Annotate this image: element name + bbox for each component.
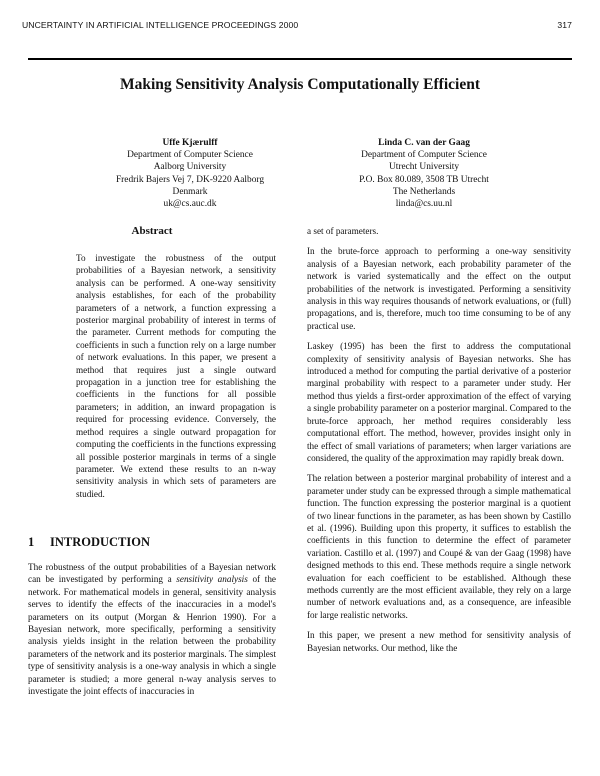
page-number: 317 — [557, 20, 572, 30]
author-block-2 — [304, 137, 544, 210]
abstract-heading: Abstract — [131, 225, 173, 237]
abstract-text: To investigate the robustness of the output probabilities of a Bayesian network, a sensitivity analysis can be performed. A one-way sensitivity analysis establishes, for each of the probability parameters of a network, a function expressing a posterior marginal probability of interest in terms of the parameter. Current methods for computing the coefficients in such a function rely on a large number of network evaluations. In this paper, we present a method that requires just a single outward propagation in a junction tree for establishing the coefficients in the functions for all possible parameters; in addition, an inward propagation is required for processing evidence. Conversely, the method requires a single outward propagation for computing the coefficients in the functions expressing all possible posterior marginals in terms of a single parameter. We extend these results to an n-way sensitivity analysis in which sets of parameters are studied. — [76, 253, 276, 499]
author-country: Denmark — [172, 186, 208, 197]
paragraph-relation: The relation between a posterior marginal probability of interest and a parameter under study can be expressed through a simple mathematical function. The function expressing the posterior marginal is a quotient of two linear functions in the parameter, as has been shown by Castillo et al. (1996). Building upon this property, it suffices to establish the coefficients in this function to determine the effect of parameter variation. Castillo et al. (1997) and Coupé & van der Gaag (1998) have designed methods to this end. These methods require a single network evaluation for each coefficient to be established. Although these methods currently are the most efficient available, they rely on a large number of network evaluations and, as a consequence, are infeasible for large realistic networks. — [307, 473, 571, 620]
running-header — [22, 20, 572, 36]
continued-text: a set of parameters. — [307, 226, 379, 236]
paragraph-brute-force: In the brute-force approach to performing a one-way sensitivity analysis of a Bayesian network, each probability parameter of the network is varied systematically and the effect on the output probabilities of the network is investigated. Performing a sensitivity analysis in this way requires thousands of network evaluations, or (full) propagations, and is, therefore, much too time consuming to be of any practical use. — [307, 246, 571, 331]
author-block-1 — [88, 137, 292, 210]
author-email: linda@cs.uu.nl — [395, 199, 453, 210]
intro-text-start: The robustness of the output probabilities of a Bayesian network can be investigated by performing a — [28, 562, 276, 585]
title-rule — [28, 58, 572, 60]
intro-paragraph — [28, 561, 276, 697]
section-heading — [28, 535, 276, 550]
author-university: Utrecht University — [388, 162, 460, 173]
section-title: INTRODUCTION — [50, 535, 151, 549]
paragraph-laskey: Laskey (1995) has been the first to address the computational complexity of sensitivity analysis of Bayesian networks. She has introduced a method for computing the partial derivative of a posterior marginal probability with respect to a parameter under study. Her method thus yields a first-order approximation of the effect of varying a single probability parameter on a posterior marginal. Compared to the brute-force approach, her method requires considerably less computational effort. The method, however, provides insight only in the effect of small variations of parameters; when larger variations are considered, the quality of the approximation may rapidly break down. — [307, 341, 571, 463]
author-address: Fredrik Bajers Vej 7, DK-9220 Aalborg — [115, 174, 265, 185]
author-country: The Netherlands — [392, 186, 456, 197]
paper-title: Making Sensitivity Analysis Computationally Efficient — [120, 76, 480, 93]
section-number: 1 — [28, 535, 35, 549]
author-address: P.O. Box 80.089, 3508 TB Utrecht — [359, 174, 489, 185]
author-department: Department of Computer Science — [127, 150, 253, 161]
right-column — [307, 225, 571, 654]
intro-text-end: of the network. For mathematical models in general, sensitivity analysis serves to identify the effects of the inaccuracies in a model's parameters on its output (Morgan & Henrion 1990). For a Bayesian network, more specifically, performing a sensitivity analysis yields insight in the relation between the probability parameters of the network and its posterior marginals. The simplest type of sensitivity analysis is a one-way analysis in which a single parameter is studied; a more general n-way analysis serves to investigate the joint effects of inaccuracies in — [28, 574, 276, 697]
author-name: Uffe Kjærulff — [162, 138, 218, 148]
intro-emphasis: sensitivity analysis — [176, 574, 248, 585]
author-department: Department of Computer Science — [361, 150, 487, 161]
author-email: uk@cs.auc.dk — [163, 199, 217, 210]
author-name: Linda C. van der Gaag — [378, 138, 470, 148]
paragraph-new-method: In this paper, we present a new method for sensitivity analysis of Bayesian networks. Our method, like the — [307, 630, 571, 653]
running-title: UNCERTAINTY IN ARTIFICIAL INTELLIGENCE PROCEEDINGS 2000 — [22, 20, 299, 30]
author-university: Aalborg University — [153, 162, 227, 173]
